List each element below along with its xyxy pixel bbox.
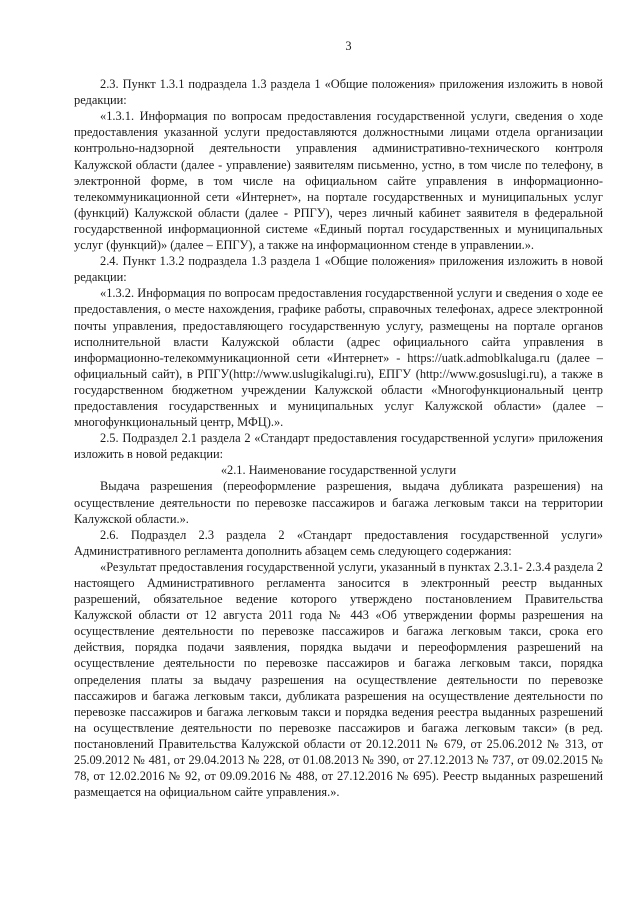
paragraph-1-3-2: «1.3.2. Информация по вопросам предоставления государственной услуги и сведения о ходе ее предоставления, о месте нахождения, графике работы, справочных телефонах, адресе электронной почты управления, предоставляющего государственную услугу, размещены на портале органов исполнительной власти Калужской области (адрес официального сайта управления в информационно-телекоммуникационной сети «Интернет» - https://uatk.admoblkaluga.ru (далее – официальный сайт), в РПГУ(http://www.uslugikalugi.ru), ЕПГУ (http://www.gosuslugi.ru), а также в государственном бюджетном учреждении Калужской области «Многофункциональный центр предоставления государственных и муниципальных услуг Калужской области» (далее – многофункциональный центр, МФЦ).».	[74, 286, 603, 430]
section-heading-2-1: «2.1. Наименование государственной услуги	[220, 463, 457, 478]
paragraph-2-6: 2.6. Подраздел 2.3 раздела 2 «Стандарт предоставления государственной услуги» Административного регламента дополнить абзацем семь следующего содержания:	[74, 527, 603, 558]
paragraph-result: «Результат предоставления государственной услуги, указанный в пунктах 2.3.1- 2.3.4 раздела 2 настоящего Административного регламента заносится в электронный реестр выданных разрешений, обязательное ведение которого утверждено постановлением Правительства Калужской области от 12 августа 2011 года № 443 «Об утверждении формы разрешения на осуществление деятельности по перевозке пассажиров и багажа легковым такси, срока его действия, порядка подачи заявления, порядка выдачи и переоформления разрешений на осуществление деятельности по перевозке пассажиров и багажа легковым такси, порядка определения платы за выдачу разрешения на осуществление деятельности по перевозке пассажиров и багажа легковым такси, дубликата разрешения на осуществление деятельности по перевозке пассажиров и багажа легковым такси и порядка ведения реестра выданных разрешений на осуществление деятельности по перевозке пассажиров и багажа легковым такси» (в ред. постановлений Правительства Калужской области от 20.12.2011 № 679, от 25.06.2012 № 313, от 25.09.2012 № 481, от 29.04.2013 № 228, от 01.08.2013 № 390, от 27.12.2013 № 737, от 09.02.2015 № 78, от 12.02.2016 № 92, от 09.09.2016 № 488, от 27.12.2016 № 695). Реестр выданных разрешений размещается на официальном сайте управления.».	[74, 559, 603, 800]
paragraph-service-name: Выдача разрешения (переоформление разрешения, выдача дубликата разрешения) на осуществление деятельности по перевозке пассажиров и багажа легковым такси на территории Калужской области.».	[74, 479, 603, 526]
paragraph-2-4: 2.4. Пункт 1.3.2 подраздела 1.3 раздела 1 «Общие положения» приложения изложить в новой редакции:	[74, 254, 603, 285]
paragraph-2-3: 2.3. Пункт 1.3.1 подраздела 1.3 раздела 1 «Общие положения» приложения изложить в новой редакции:	[74, 77, 603, 108]
paragraph-2-5: 2.5. Подраздел 2.1 раздела 2 «Стандарт предоставления государственной услуги» приложения изложить в новой редакции:	[74, 431, 603, 462]
paragraph-1-3-1: «1.3.1. Информация по вопросам предоставления государственной услуги, сведения о ходе предоставления указанной услуги предоставляются должностными лицами отдела организации контрольно-надзорной деятельности управления административно-технического контроля Калужской области (далее - управление) заявителям письменно, устно, в том числе по телефону, в электронной форме, в том числе на официальном сайте управления в информационно-телекоммуникационной сети «Интернет», на портале государственных и муниципальных услуг (функций) Калужской области (далее - РПГУ), через личный кабинет заявителя в федеральной государственной информационной системе «Единый портал государственных и муниципальных услуг (функций)» (далее – ЕПГУ), а также на информационном стенде в управлении.».	[74, 109, 603, 253]
page-number: 3	[345, 39, 352, 53]
